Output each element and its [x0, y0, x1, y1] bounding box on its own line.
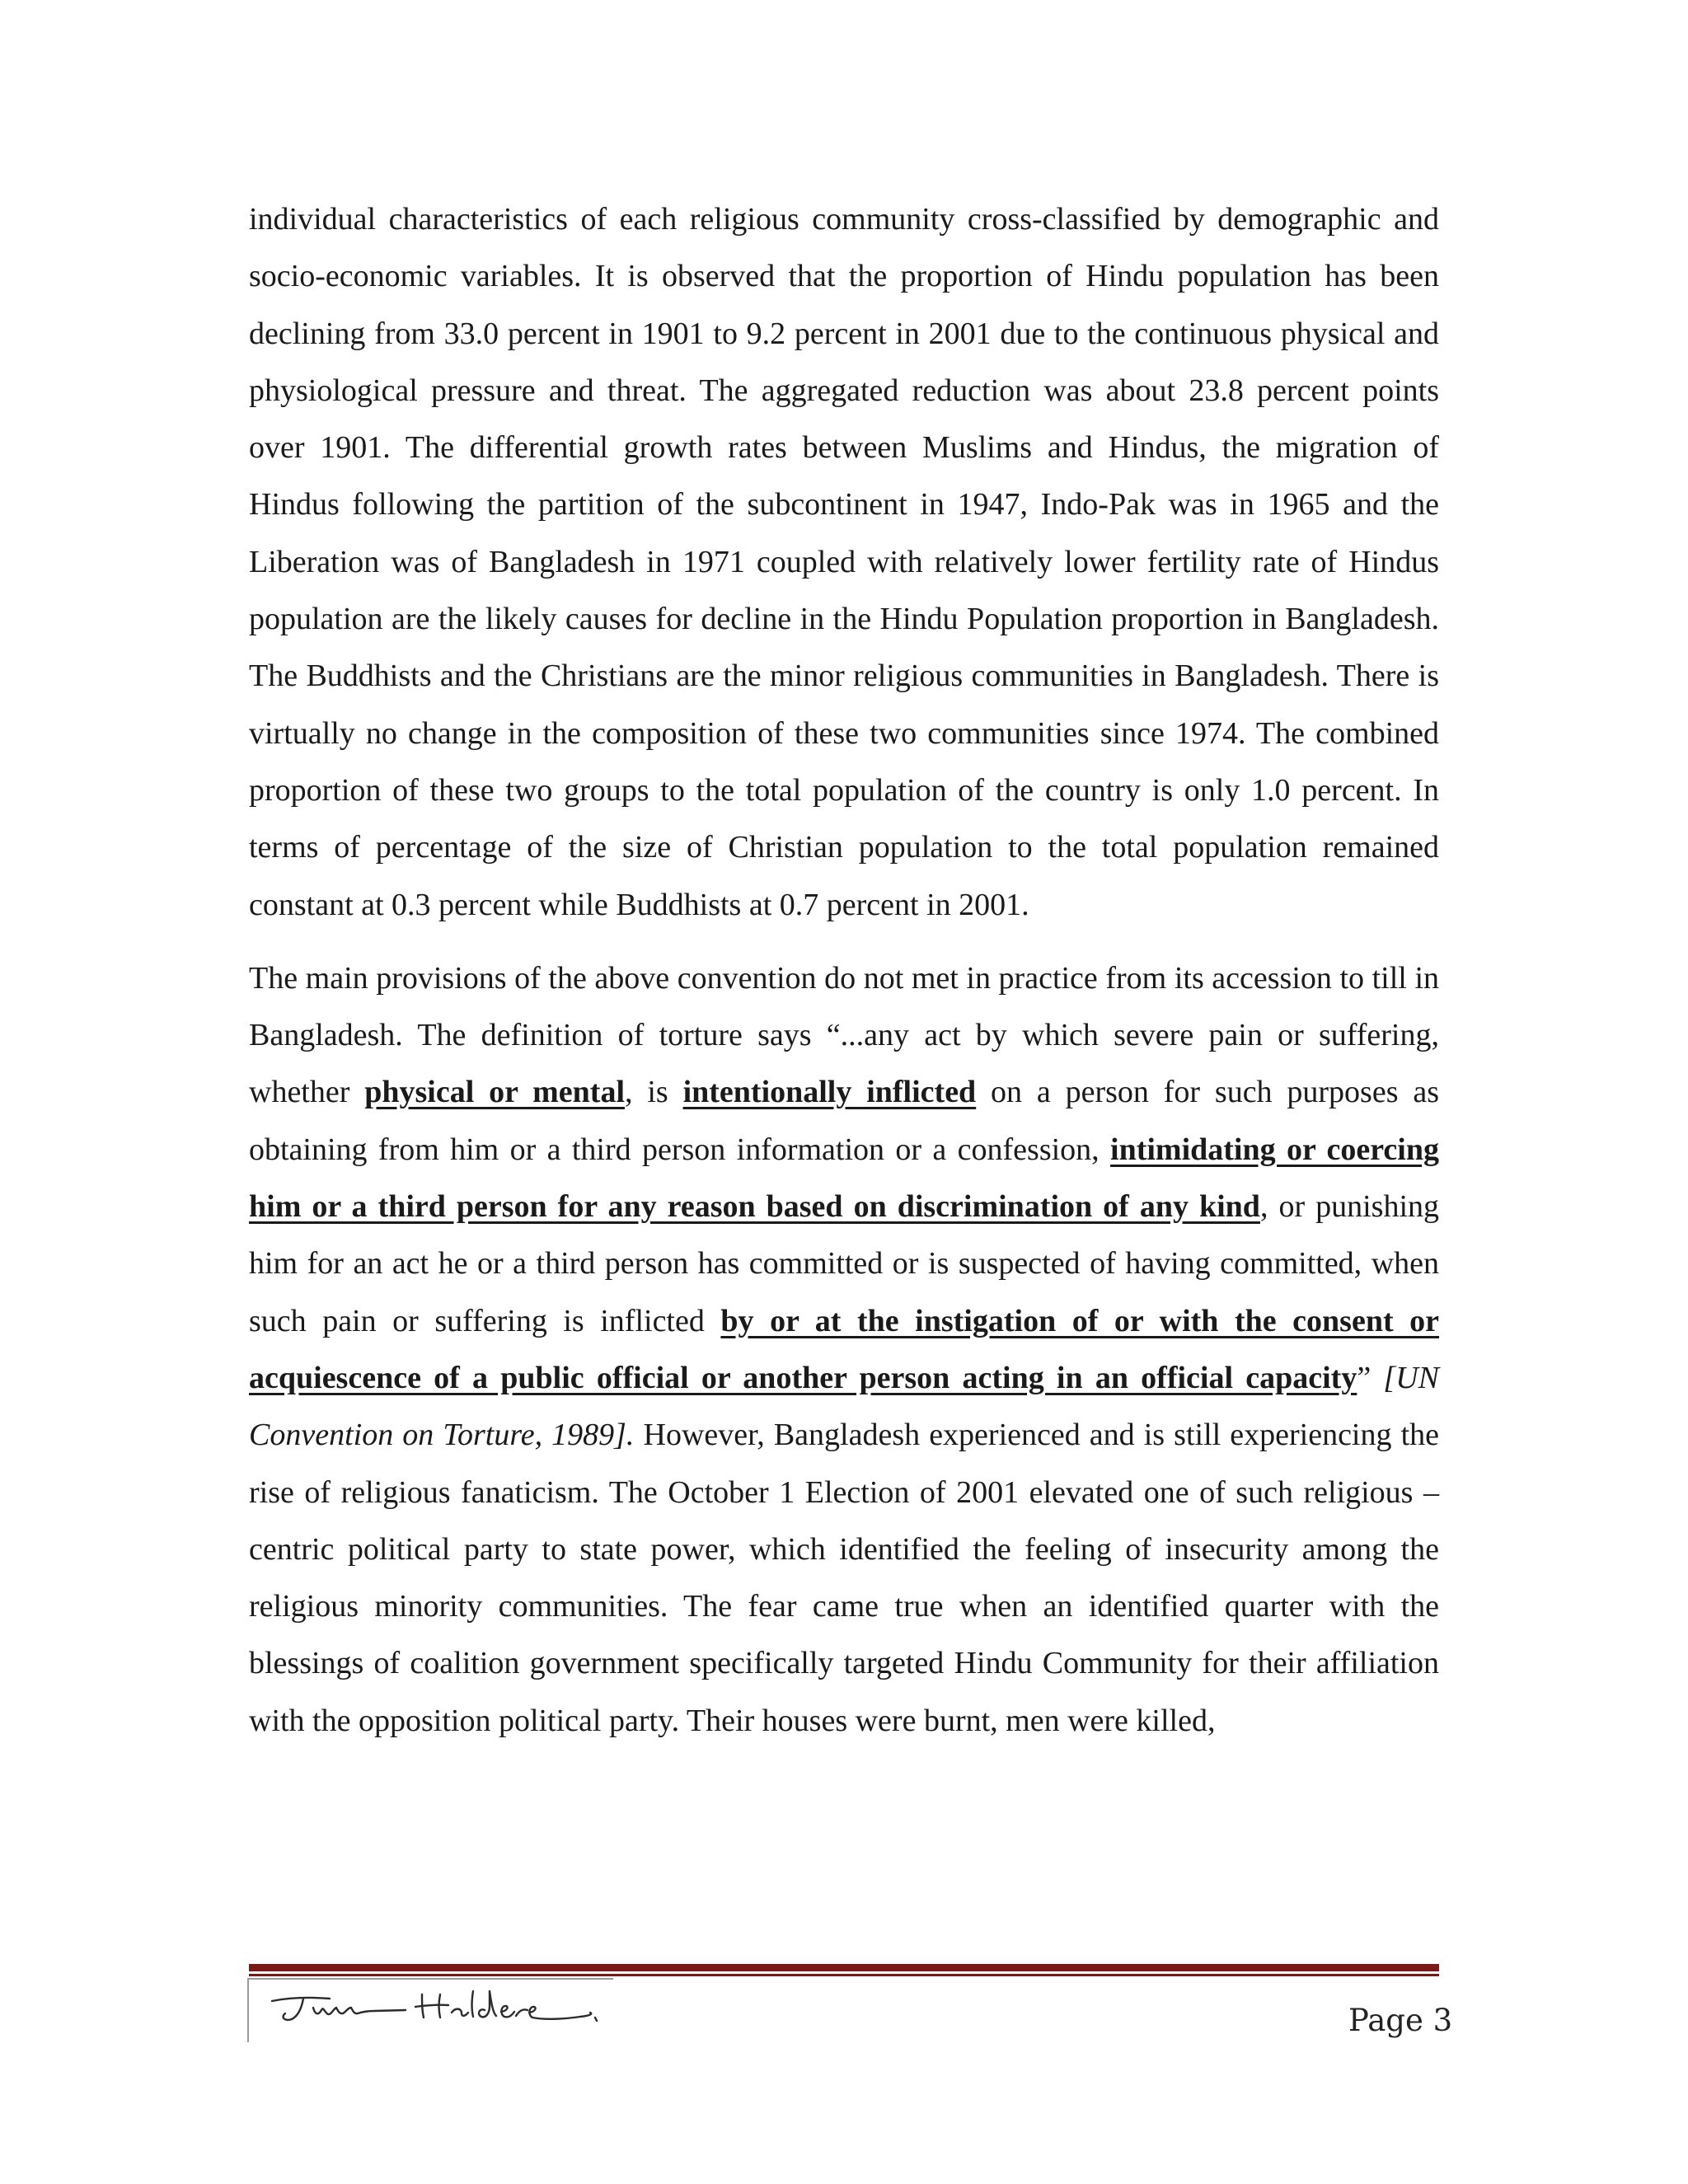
- emphasis-intimidating-or-coercing: intimidating or coercing him or a third person for any reason based on discrimination of any kind: [249, 1132, 1439, 1225]
- paragraph-demographics: individual characteristics of each religious community cross-classified by demographic and socio-economic variables. It is observed that the proportion of Hindu population has been declining from 33.0 percent in 1901 to 9.2 percent in 2001 due to the continuous physical and physiological pressure and threat. The aggregated reduction was about 23.8 percent points over 1901. The differential growth rates between Muslims and Hindus, the migration of Hindus following the partition of the subcontinent in 1947, Indo-Pak was in 1965 and the Liberation was of Bangladesh in 1971 coupled with relatively lower fertility rate of Hindus population are the likely causes for decline in the Hindu Population proportion in Bangladesh. The Buddhists and the Christians are the minor religious communities in Bangladesh. There is virtually no change in the composition of these two communities since 1974. The combined proportion of these two groups to the total population of the country is only 1.0 percent. In terms of percentage of the size of Christian population to the total population remained constant at 0.3 percent while Buddhists at 0.7 percent in 2001.: [249, 202, 1439, 922]
- text-run: , or punishing him for an act he or a third person has committed or is suspected of having committed, when such pain or suffering is inflicted: [249, 1189, 1440, 1338]
- page-number: Page 3: [1348, 2003, 1453, 2038]
- text-run: The main provisions of the above convention do not met in practice from its accession to till in Bangladesh. The definition of torture says “...any act by which severe pain or suffering, whether: [249, 960, 1439, 1110]
- paragraph-torture-definition: [249, 950, 1439, 1750]
- signature-box: [247, 1978, 613, 2042]
- emphasis-public-official: by or at the instigation of or with the consent or acquiescence of a public official or another person acting in an official capacity: [249, 1303, 1440, 1395]
- footer-rule-thin: [249, 1974, 1439, 1976]
- emphasis-intentionally-inflicted: intentionally inflicted: [682, 1075, 977, 1110]
- footer-rule-thick: [249, 1964, 1439, 1971]
- text-run: , is: [625, 1075, 683, 1110]
- text-run: ”: [1357, 1360, 1384, 1395]
- emphasis-physical-or-mental: physical or mental: [364, 1075, 626, 1110]
- citation-un-convention: [UN Convention on Torture, 1989].: [249, 1360, 1439, 1453]
- footer-rule: [249, 1964, 1439, 1976]
- handwritten-signature: [260, 1983, 607, 2037]
- body-text: [249, 191, 1439, 1750]
- text-run: on a person for such purposes as obtaining from him or a third person information or a confession,: [249, 1075, 1439, 1167]
- text-run: However, Bangladesh experienced and is still experiencing the rise of religious fanaticism. The October 1 Election of 2001 elevated one of such religious –centric political party to state power, which identified the feeling of insecurity among the religious minority communities. The fear came true when an identified quarter with the blessings of coalition government specifically targeted Hindu Community for their affiliation with the opposition political party. Their houses were burnt, men were killed,: [249, 1418, 1439, 1738]
